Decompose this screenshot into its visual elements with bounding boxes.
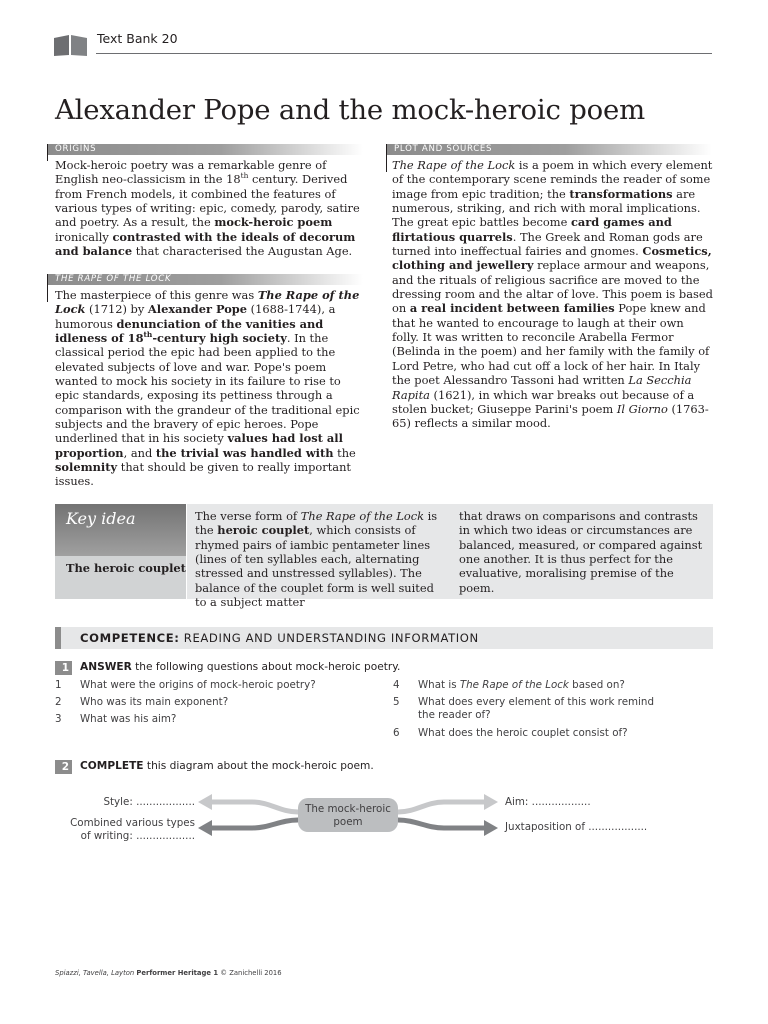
- exercise-2-instruction: COMPLETE this diagram about the mock-heroic poem.: [80, 760, 374, 772]
- text-run: -century high society: [152, 331, 287, 346]
- text-run: is a poem in which every element of the contemporary scene reminds the reader of some image from epic tradition; the: [392, 158, 713, 201]
- text-run: the: [333, 445, 356, 460]
- book-icon: [54, 34, 87, 56]
- diagram-center-label: The mock-heroic poem: [305, 803, 391, 828]
- text-run: . The Greek and Roman gods are turned into ineffectual fairies and gnomes.: [392, 229, 703, 259]
- text-run: What does every element of this work remind: [418, 696, 654, 708]
- text-run: denunciation of the vanities and idleness of 18: [55, 316, 324, 346]
- text-run: that should be given to really important issues.: [55, 460, 352, 489]
- diagram-aim-field: Aim: ..................: [505, 796, 591, 808]
- text-run: is the: [195, 509, 438, 538]
- text-run: the trivial was handled with: [155, 445, 334, 460]
- section-tick: [386, 144, 387, 172]
- text-run: The Rape of the Lock: [459, 679, 569, 691]
- text-run: solemnity: [55, 460, 118, 475]
- text-run: The Rape of the Lock: [300, 509, 425, 523]
- text-run: Pope knew and that he wanted to encourage to laugh at their own folly. It was written to reconcile Arabella Fermor (Belinda in the poem) and her family with the family of Lord Petre, who had cut off a lock of her hair. In Italy the poet Alessandro Tassoni had written: [392, 301, 710, 388]
- text-run: a real incident between families: [409, 301, 615, 316]
- section-tick: [47, 144, 48, 161]
- exercise-1-instruction: ANSWER the following questions about mock-heroic poetry.: [80, 661, 401, 673]
- page-title: Alexander Pope and the mock-heroic poem: [55, 94, 645, 126]
- question-5: 5 What does every element of this work remind: [393, 696, 654, 708]
- text-run: The Rape of the Lock: [392, 158, 516, 172]
- text-run: replace armour and weapons, and the rituals of religious sacrifice are moved to the dressing room and the altar of love. This poem is based on: [392, 258, 713, 316]
- question-1: 1 What were the origins of mock-heroic poetry?: [55, 679, 316, 691]
- plot-and-sources-text: [392, 158, 714, 431]
- text-run: heroic couplet: [217, 523, 310, 538]
- text-run: based on?: [568, 679, 625, 691]
- connector-right-top: [398, 802, 486, 812]
- arrowhead-right-bottom: [484, 820, 498, 836]
- text-run: What is: [418, 679, 460, 691]
- section-tick: [47, 274, 48, 302]
- text-run: that draws on comparisons and contrasts in which two ideas or circumstances are balanced, measured, or compared against one another. It is thus perfect for the evaluative, moralising premise of the poem.: [459, 509, 703, 595]
- exercise-1-number: 1: [55, 661, 72, 675]
- text-run: Il Giorno: [616, 401, 668, 416]
- text-run: , which consists of rhymed pairs of iambic pentameter lines (lines of ten syllables each, alternating stressed and unstressed syllables). The balance of the couplet form is well suited to a subject matter: [195, 523, 434, 610]
- diagram-style-field: Style: ..................: [103, 796, 195, 808]
- key-idea-text-col1: [195, 509, 447, 609]
- text-run: Mock-heroic poetry was a remarkable genre of English neo-classicism in the 18: [55, 158, 327, 187]
- key-idea-label: Key idea: [66, 509, 136, 528]
- section-heading-rape-of-the-lock: THE RAPE OF THE LOCK: [47, 274, 363, 285]
- section-heading-plot-and-sources: PLOT AND SOURCES: [386, 144, 712, 155]
- diagram-juxtaposition-field: Juxtaposition of ..................: [505, 821, 648, 833]
- rape-of-the-lock-text: [55, 288, 367, 489]
- connector-right-bottom: [398, 820, 486, 828]
- key-idea-subtitle: The heroic couplet: [66, 561, 186, 575]
- arrowhead-left-bottom: [198, 820, 212, 836]
- text-run: that characterised the Augustan Age.: [132, 244, 353, 259]
- text-run: card games and flirtatious quarrels: [392, 215, 672, 244]
- text-run: What were the origins of mock-heroic poetry?: [80, 679, 316, 691]
- text-run: (1688-1744), a humorous: [55, 302, 336, 331]
- text-run: the reader of?: [418, 709, 491, 721]
- key-idea-text-col2: [459, 509, 707, 595]
- arrowhead-left-top: [198, 794, 212, 810]
- text-run: What was his aim?: [80, 713, 177, 725]
- text-run: What does the heroic couplet consist of?: [418, 727, 628, 739]
- text-run: values had lost all proportion: [55, 431, 343, 460]
- key-idea-divider: [186, 504, 187, 599]
- competence-marker: [55, 627, 61, 649]
- text-run: The verse form of: [195, 509, 301, 523]
- text-run: contrasted with the ideals of decorum and balance: [55, 229, 356, 259]
- text-run: th: [240, 171, 249, 181]
- question-3: 3 What was his aim?: [55, 713, 177, 725]
- text-run: (1763-65) reflects a similar mood.: [392, 401, 709, 431]
- exercise-2-number: 2: [55, 760, 72, 774]
- text-run: ironically: [55, 229, 113, 244]
- text-run: Performer Heritage 1: [136, 969, 219, 977]
- text-run: are numerous, striking, and rich with moral implications. The great epic battles become: [392, 186, 701, 230]
- text-run: . In the classical period the epic had been applied to the elevated subjects of love and war. Pope's poem wanted to mock his society in its failure to rise to epic standards, exposing its pettiness through a comparison with the grandeur of the traditional epic subjects and the bravery of epic heroes. Pope underlined that in his society: [55, 331, 360, 446]
- text-run: Cosmetics, clothing and jewellery: [392, 244, 712, 273]
- footer-credit: [55, 969, 282, 977]
- connector-left-top: [210, 802, 298, 812]
- diagram-types-field-line1: Combined various types: [70, 817, 195, 829]
- diagram-types-field-line2: of writing: ..................: [80, 830, 195, 842]
- arrowhead-right-top: [484, 794, 498, 810]
- section-heading-origins: ORIGINS: [47, 144, 363, 155]
- connector-left-bottom: [210, 820, 298, 828]
- text-run: th: [143, 330, 153, 340]
- text-run: (1712) by: [85, 302, 148, 317]
- text-run: (1621), in which war breaks out because of a stolen bucket; Giuseppe Parini's poem: [392, 387, 695, 416]
- text-run: The Rape of the Lock: [55, 288, 360, 317]
- text-run: , and: [123, 445, 156, 460]
- question-5-continued: [393, 709, 713, 723]
- header-label: Text Bank 20: [97, 31, 178, 46]
- competence-heading: COMPETENCE: READING AND UNDERSTANDING INFORMATION: [80, 631, 479, 645]
- text-run: The masterpiece of this genre was: [55, 288, 258, 302]
- question-6: 6 What does the heroic couplet consist of?: [393, 727, 628, 739]
- origins-text: [55, 158, 367, 258]
- text-run: Alexander Pope: [147, 302, 248, 317]
- text-run: © Zanichelli 2016: [218, 969, 282, 977]
- text-run: Spiazzi, Tavella, Layton: [55, 969, 137, 977]
- header-rule: [96, 53, 712, 54]
- text-run: Who was its main exponent?: [80, 696, 229, 708]
- question-4: 4 What is The Rape of the Lock based on?: [393, 679, 625, 691]
- text-run: mock-heroic poem: [214, 215, 333, 230]
- text-run: century. Derived from French models, it combined the features of various types of writing: epic, comedy, parody, satire and poetry. As a result, the: [55, 172, 360, 230]
- question-2: 2 Who was its main exponent?: [55, 696, 229, 708]
- text-run: transformations: [569, 186, 673, 201]
- text-run: La Secchia Rapita: [392, 373, 692, 402]
